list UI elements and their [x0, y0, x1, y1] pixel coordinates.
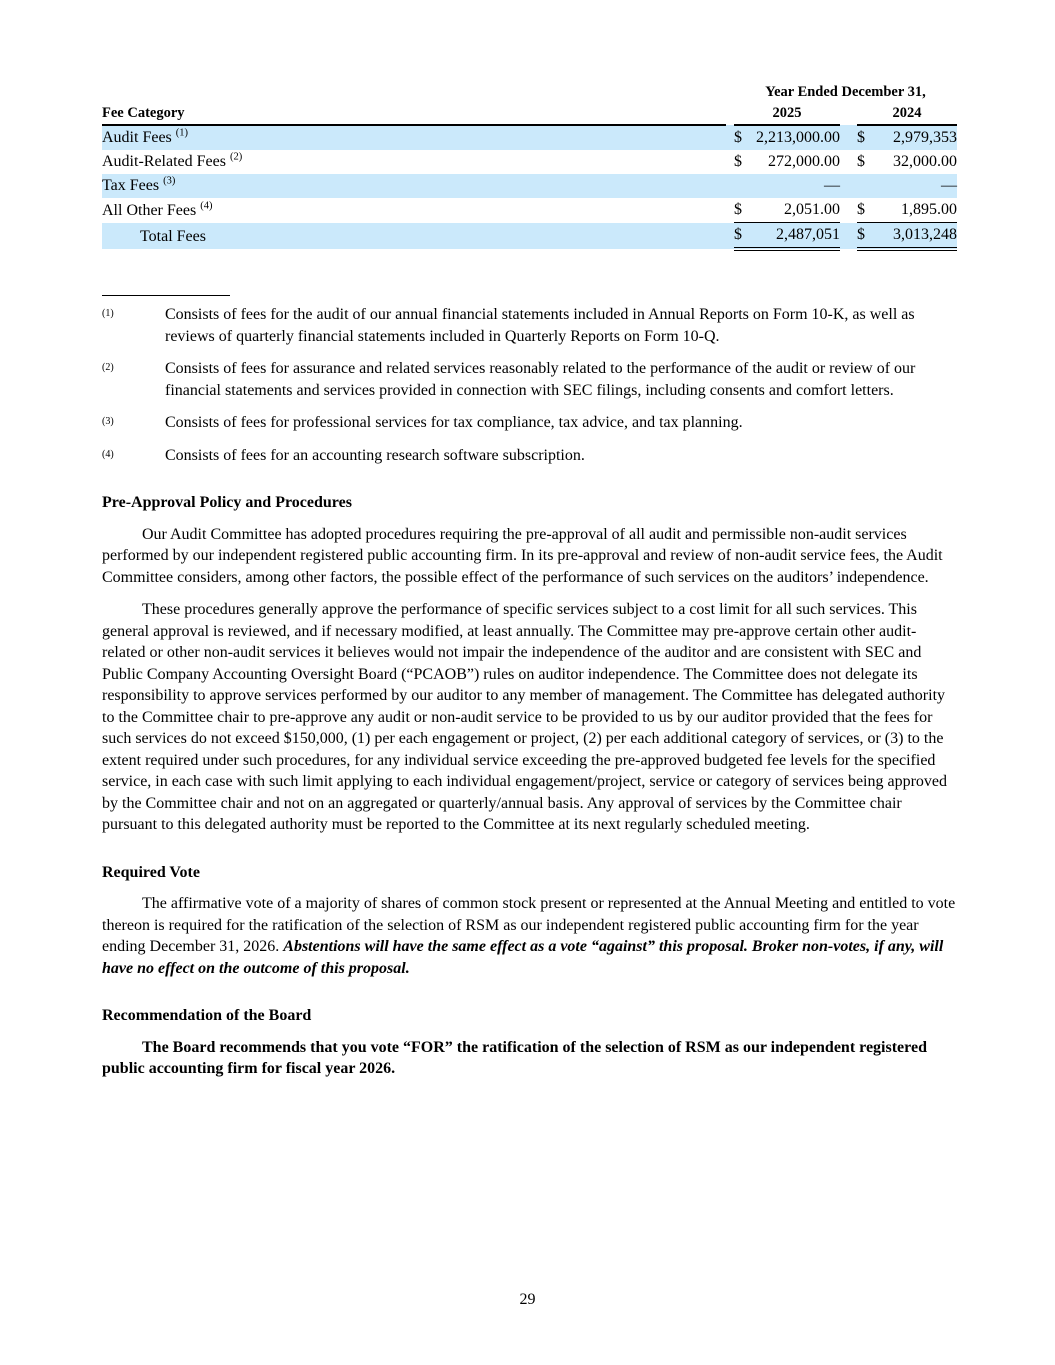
column-header-fee-category: Fee Category	[102, 103, 726, 125]
footnote-divider	[102, 295, 230, 296]
footnote-ref: (3)	[163, 175, 176, 187]
dollar-sign-2024: $	[857, 129, 865, 146]
fee-category-cell	[102, 174, 726, 198]
footnote-item-2	[102, 358, 957, 401]
footnote-item-4	[102, 445, 957, 467]
section-heading-pre-approval: Pre-Approval Policy and Procedures	[102, 494, 352, 511]
fee-category-cell	[102, 150, 726, 174]
page-number: 29	[519, 1291, 536, 1308]
required-vote-paragraph	[102, 893, 957, 979]
footnote-text: Consists of fees for the audit of our annual financial statements included in Annual Reports on Form 10-K, as well as reviews of quarterly financial statements included in Quarterly Reports on Form 10-Q.	[165, 306, 915, 345]
column-header-2024: 2024	[857, 103, 957, 125]
footnote-marker: (4)	[102, 448, 114, 460]
footnote-marker: (2)	[102, 362, 114, 373]
footnote-marker: (3)	[102, 416, 114, 427]
table-row-all-other-fees	[102, 198, 957, 223]
dollar-sign-2024: $	[857, 198, 873, 223]
fee-category-label: Audit Fees	[102, 129, 172, 146]
footnote-text: Consists of fees for assurance and related services reasonably related to the performance of the audit or review of our financial statements and services provided in connection with SEC filings, including consents and comfort letters.	[165, 360, 916, 399]
table-row-audit-fees	[102, 125, 957, 150]
year-ended-header: Year Ended December 31,	[765, 84, 926, 100]
table-row-audit-related-fees	[102, 150, 957, 174]
fee-category-cell	[102, 125, 726, 150]
section-heading-required-vote: Required Vote	[102, 863, 200, 881]
fee-category-label: Tax Fees	[102, 177, 160, 194]
amount-2025: 2,051.00	[750, 198, 840, 223]
fee-category-label: Total Fees	[140, 228, 206, 245]
dollar-sign-2025: $	[734, 153, 742, 170]
section-heading-recommendation: Recommendation of the Board	[102, 1007, 312, 1024]
amount-2024: 32,000.00	[893, 153, 958, 170]
table-row-total-fees	[102, 223, 957, 250]
footnote-list	[102, 304, 957, 466]
footnote-item-3	[102, 412, 957, 434]
footnote-ref: (2)	[229, 151, 243, 163]
pre-approval-paragraph-1: Our Audit Committee has adopted procedures requiring the pre-approval of all audit and permissible non-audit services performed by our independent registered public accounting firm. In its pre-approval and review of non-audit service fees, the Audit Committee considers, among other factors, the possible effect of the performance of such services on the auditors’ independence.	[102, 525, 943, 586]
amount-2025: 272,000.00	[768, 153, 840, 170]
required-vote-text-normal: The affirmative vote of a majority of shares of common stock present or represented at the Annual Meeting and entitled to vote thereon is required for the ratification of the selection of RSM as our independent registered public accounting firm for the year ending December 31, 2026.	[102, 895, 956, 955]
footnote-marker: (1)	[102, 308, 114, 319]
amount-2025: 2,487,051	[750, 223, 840, 250]
table-row-tax-fees	[102, 174, 957, 198]
amount-2024: —	[941, 177, 958, 194]
fee-category-cell	[102, 223, 726, 250]
pre-approval-paragraph-2: These procedures generally approve the performance of specific services subject to a cost limit for all such services. This general approval is reviewed, and if necessary modified, at least annually. The Committee may pre-approve certain other audit-related or other non-audit services it believes would not impair the independence of the auditor and are consistent with SEC and Public Company Accounting Oversight Board (“PCAOB”) rules on auditor independence. The Committee does not delegate its responsibility to approve services performed by our auditor to any member of management. The Committee has delegated authority to the Committee chair to pre-approve any audit or non-audit service to be provided to us by our auditor provided that the fees for such services do not exceed $150,000, (1) per each engagement or project, (2) per each additional category of services, or (3) to the extent required under such procedures, for any individual service exceeding the pre-approved budgeted fee levels for the specified service, in each case with such limit applying to each individual engagement/project, service or category of services being approved by the Committee chair and not on an aggregated or quarterly/annual basis. Any approval of services by the Committee chair pursuant to this delegated authority must be reported to the Committee at its next regularly scheduled meeting.	[102, 601, 948, 833]
amount-2025: 2,213,000.00	[756, 129, 840, 146]
dollar-sign-2024	[857, 174, 873, 198]
recommendation-paragraph: The Board recommends that you vote “FOR” the ratification of the selection of RSM as our independent registered public accounting firm for fiscal year 2026.	[102, 1038, 927, 1077]
required-vote-text-emphasis: Abstentions will have the same effect as a vote “against” this proposal. Broker non-votes, if any, will have no effect on the outcome of this proposal.	[102, 938, 944, 977]
fee-category-cell	[102, 198, 726, 223]
dollar-sign-2024: $	[857, 223, 873, 250]
footnote-text: Consists of fees for professional services for tax compliance, tax advice, and tax planning.	[165, 414, 743, 431]
column-header-2025: 2025	[734, 103, 840, 125]
dollar-sign-2025: $	[734, 129, 742, 146]
fee-category-label: Audit-Related Fees	[102, 153, 226, 170]
dollar-sign-2025: $	[734, 223, 750, 250]
table-span-header-row	[102, 82, 957, 103]
dollar-sign-2025: $	[734, 198, 750, 223]
amount-2024: 1,895.00	[873, 198, 957, 223]
amount-2024: 3,013,248	[873, 223, 957, 250]
fee-category-label: All Other Fees	[102, 201, 197, 219]
page-content	[102, 0, 957, 1080]
dollar-sign-2025	[734, 174, 750, 198]
dollar-sign-2024: $	[857, 153, 865, 170]
fee-table	[102, 82, 957, 251]
footnote-text: Consists of fees for an accounting research software subscription.	[165, 446, 585, 464]
amount-2025: —	[824, 177, 840, 194]
footnote-ref: (1)	[175, 127, 189, 139]
footnote-ref: (4)	[200, 200, 213, 212]
footnote-item-1	[102, 304, 957, 347]
table-column-header-row	[102, 103, 957, 125]
amount-2024: 2,979,353	[893, 129, 958, 146]
